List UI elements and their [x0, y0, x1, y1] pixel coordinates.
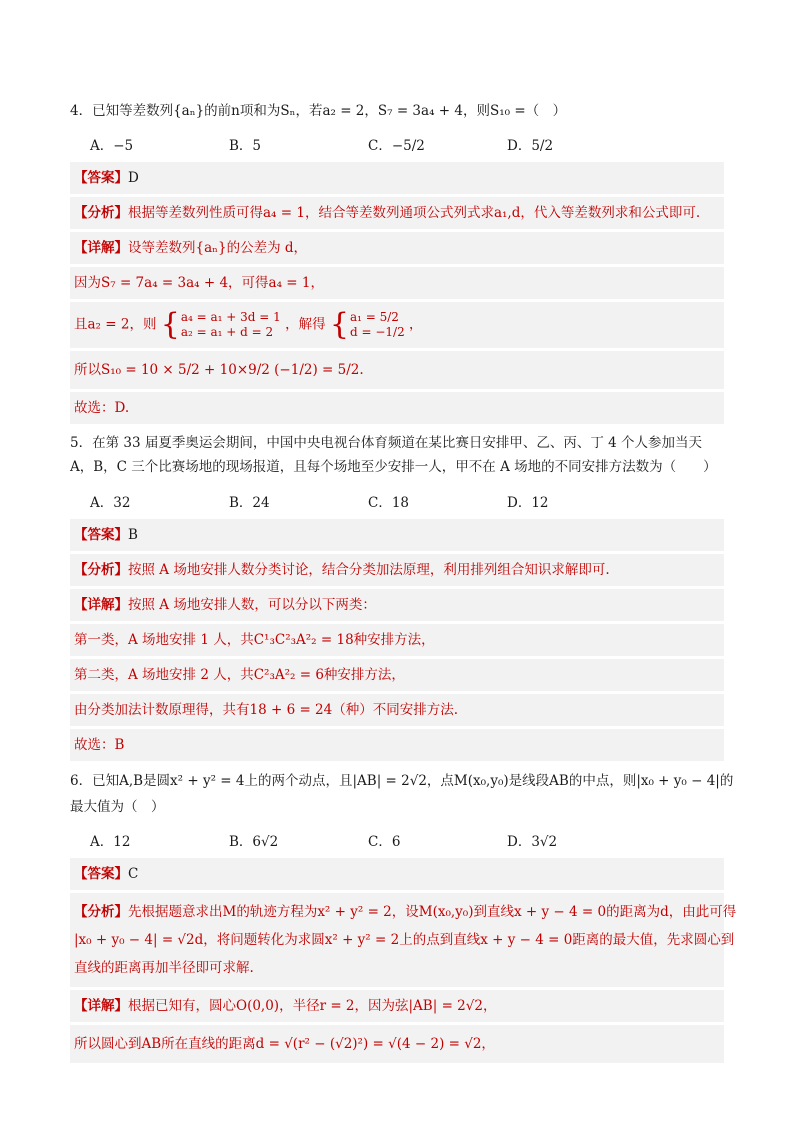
q6-options	[70, 822, 724, 858]
q5-option-d: D．12	[507, 495, 549, 511]
analysis-tag: 【分析】	[74, 904, 128, 920]
analysis-tag: 【分析】	[74, 205, 128, 221]
q6-option-c: C．6	[368, 834, 401, 850]
q5-option-b: B．24	[229, 495, 270, 511]
q6-answer-value: C	[128, 866, 139, 882]
q4-option-c: C．−5/2	[368, 138, 425, 154]
q4-system-1-line-1: a₄ = a₁ + 3d = 1	[180, 310, 281, 324]
q6-analysis-line-2: |x₀ + y₀ − 4| = √2d，将问题转化为求圆x² + y² = 2上的点到直线x + y − 4 = 0距离的最大值，先求圆心到	[74, 932, 735, 948]
q4-detail-3c: ，	[409, 316, 423, 333]
q5-detail-1	[70, 589, 724, 621]
q4-system-1: { a₄ = a₁ + 3d = 1 a₂ = a₁ + d = 2	[160, 307, 281, 342]
q5-detail-1-text: 按照 A 场地安排人数，可以分以下两类：	[128, 597, 376, 613]
q4-system-1-line-2: a₂ = a₁ + d = 2	[180, 325, 274, 339]
q4-conclusion-text: 故选：D.	[74, 400, 130, 416]
q5-detail-2-text: 第一类，A 场地安排 1 人，共C¹₃C²₃A²₂ = 18种安排方法，	[74, 632, 435, 648]
q4-option-a: A．−5	[90, 138, 134, 154]
q4-detail-4	[70, 351, 724, 389]
detail-tag: 【详解】	[74, 597, 128, 613]
q4-answer-value: D	[128, 170, 139, 186]
q5-detail-4	[70, 694, 724, 726]
q5-analysis-text: 按照 A 场地安排人数分类讨论，结合分类加法原理，利用排列组合知识求解即可.	[128, 562, 610, 578]
q4-system-2: { a₁ = 5/2 d = −1/2	[329, 307, 405, 342]
q5-option-a: A．32	[90, 495, 131, 511]
detail-tag: 【详解】	[74, 998, 128, 1014]
q6-detail-2	[70, 1025, 724, 1063]
q5-options	[70, 483, 724, 519]
q5-answer	[70, 519, 724, 551]
q4-options	[70, 126, 724, 162]
q4-detail-1-text: 设等差数列{aₙ}的公差为 d，	[128, 240, 307, 256]
analysis-tag: 【分析】	[74, 562, 128, 578]
q6-analysis	[70, 893, 737, 987]
q6-option-a: A．12	[90, 834, 131, 850]
q6-analysis-line-3: 直线的距离再加半径即可求解.	[74, 960, 254, 976]
detail-tag: 【详解】	[74, 240, 128, 256]
q4-option-b: B．5	[229, 138, 262, 154]
q6-option-b: B．6√2	[229, 834, 279, 850]
q4-detail-2	[70, 267, 724, 299]
q6-detail-1	[70, 990, 724, 1022]
q6-detail-1-text: 根据已知有，圆心O(0,0)，半径r = 2，因为弦|AB| = 2√2，	[128, 998, 497, 1014]
q4-detail-2-text: 因为S₇ = 7a₄ = 3a₄ + 4，可得a₄ = 1，	[74, 275, 324, 291]
answer-tag: 【答案】	[74, 527, 128, 543]
q6-analysis-line-1: 先根据题意求出M的轨迹方程为x² + y² = 2，设M(x₀,y₀)到直线x + y − 4 = 0的距离为d，由此可得	[128, 904, 737, 920]
q5-detail-2	[70, 624, 724, 656]
q5-stem: 5．在第 33 届夏季奥运会期间，中国中央电视台体育频道在某比赛日安排甲、乙、丙、丁 4 个人参加当天 A，B，C 三个比赛场地的现场报道，且每个场地至少安排一人，甲不在 A 场地的不同安排方法数为（ ）	[70, 435, 717, 475]
q4-option-d: D．5/2	[507, 138, 554, 154]
q6-detail-2-text: 所以圆心到AB所在直线的距离d = √(r² − (√2)²) = √(4 − 2) = √2，	[74, 1036, 495, 1052]
q5-detail-4-text: 由分类加法计数原理得，共有18 + 6 = 24（种）不同安排方法.	[74, 702, 459, 718]
q4-analysis-text: 根据等差数列性质可得a₄ = 1，结合等差数列通项公式列式求a₁,d，代入等差数列求和公式即可.	[128, 205, 701, 221]
q4-detail-1	[70, 232, 724, 264]
q6-option-d: D．3√2	[507, 834, 558, 850]
q6-stem-1: 6．已知A,B是圆x² + y² = 4上的两个动点，且|AB| = 2√2，点M(x₀,y₀)是线段AB的中点，则|x₀ + y₀ − 4|的	[70, 773, 734, 789]
q4-analysis	[70, 197, 724, 229]
answer-tag: 【答案】	[74, 170, 128, 186]
q5-conclusion-text: 故选：B	[74, 737, 125, 753]
q5-conclusion	[70, 729, 724, 761]
q5-answer-value: B	[128, 527, 138, 543]
document-page	[70, 96, 737, 1066]
q4-detail-4-text: 所以S₁₀ = 10 × 5/2 + 10×9/2 (−1/2) = 5/2.	[74, 362, 364, 378]
q4-stem: 4．已知等差数列{aₙ}的前n项和为Sₙ，若a₂ = 2，S₇ = 3a₄ + 4，则S₁₀ =（ ）	[70, 103, 567, 119]
q5-detail-3	[70, 659, 724, 691]
q4-system-2-line-1: a₁ = 5/2	[349, 310, 399, 324]
answer-tag: 【答案】	[74, 866, 128, 882]
q5-detail-3-text: 第二类，A 场地安排 2 人，共C²₃A²₂ = 6种安排方法，	[74, 667, 405, 683]
q4-detail-3a: 且a₂ = 2，则	[74, 316, 157, 333]
q6-answer	[70, 858, 724, 890]
q4-answer	[70, 162, 724, 194]
q4-detail-3b: ，解得	[285, 316, 326, 333]
q4-system-2-line-2: d = −1/2	[349, 325, 405, 339]
q5-analysis	[70, 554, 724, 586]
q6-stem-2: 最大值为（ ）	[70, 799, 165, 815]
q4-conclusion	[70, 392, 724, 424]
q4-detail-3	[70, 302, 724, 348]
q5-option-c: C．18	[368, 495, 410, 511]
